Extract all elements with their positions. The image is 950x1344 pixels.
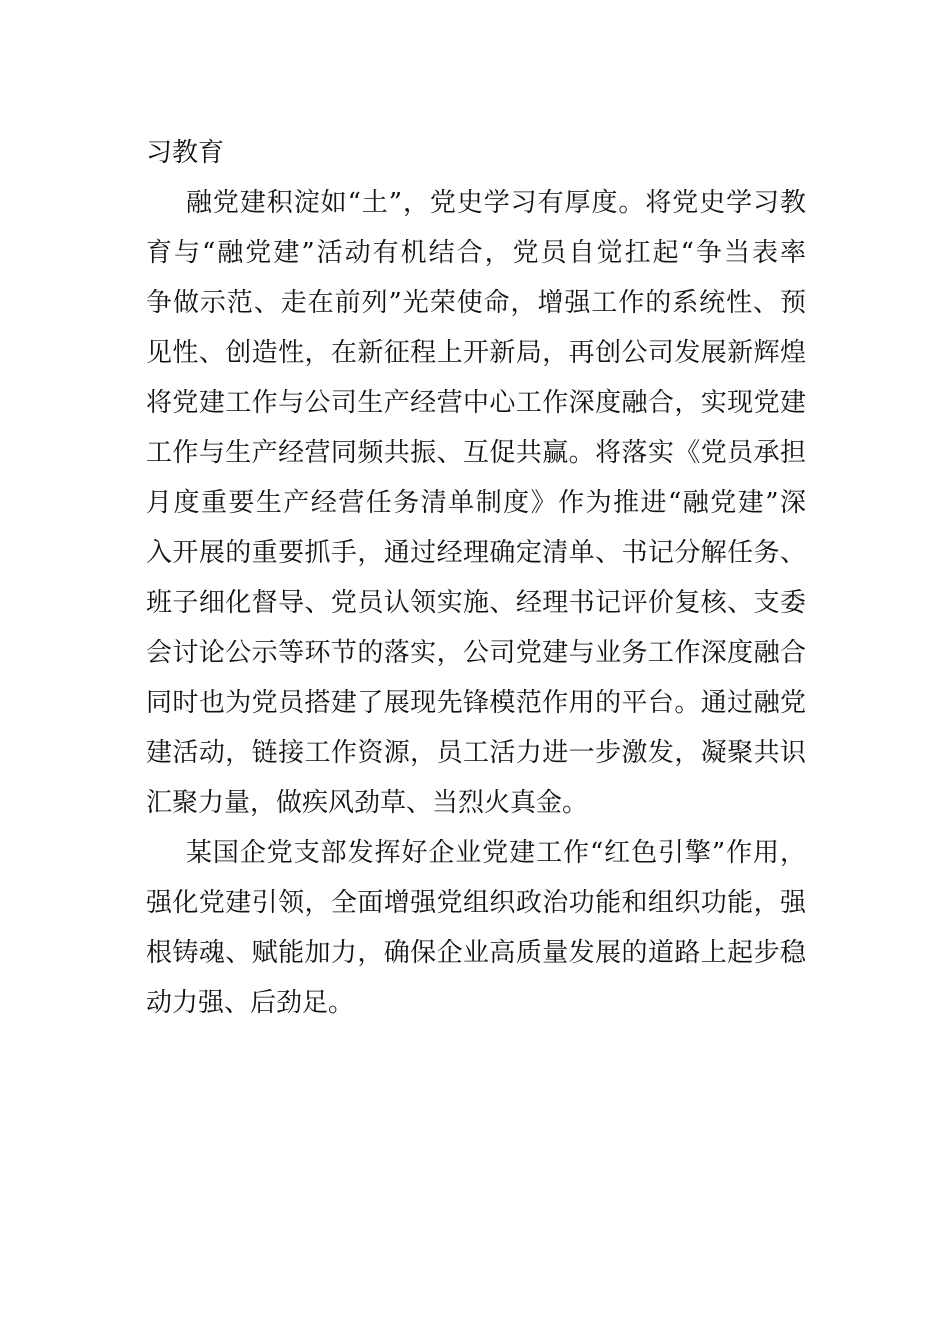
text-line: 同时也为党员搭建了展现先锋模范作用的平台。通过融党 [146, 688, 806, 718]
paragraph-first-line: 融党建积淀如“土”，党史学习有厚度。将党史学习教 [186, 188, 806, 218]
paragraph-first-line: 某国企党支部发挥好企业党建工作“红色引擎”作用， [186, 838, 806, 868]
text-line: 育与“融党建”活动有机结合，党员自觉扛起“争当表率 [146, 238, 806, 268]
text-line: 根铸魂、赋能加力，确保企业高质量发展的道路上起步稳 [146, 938, 806, 968]
document-body [146, 128, 806, 1028]
text-line: 建活动，链接工作资源，员工活力进一步激发，凝聚共识 [146, 738, 806, 768]
text-line: 强化党建引领，全面增强党组织政治功能和组织功能，强 [146, 888, 806, 918]
text-line: 见性、创造性，在新征程上开新局，再创公司发展新辉煌 [146, 338, 806, 368]
paragraph-last-line: 汇聚力量，做疾风劲草、当烈火真金。 [146, 788, 589, 818]
text-line: 班子细化督导、党员认领实施、经理书记评价复核、支委 [146, 588, 806, 618]
text-line: 会讨论公示等环节的落实，公司党建与业务工作深度融合 [146, 638, 806, 668]
text-line: 月度重要生产经营任务清单制度》作为推进“融党建”深 [146, 488, 806, 518]
text-line: 争做示范、走在前列”光荣使命，增强工作的系统性、预 [146, 288, 806, 318]
text-line: 入开展的重要抓手，通过经理确定清单、书记分解任务、 [146, 538, 806, 568]
text-line: 习教育 [146, 138, 225, 168]
text-line: 将党建工作与公司生产经营中心工作深度融合，实现党建 [146, 388, 806, 418]
paragraph-last-line: 动力强、后劲足。 [146, 988, 355, 1018]
text-line: 工作与生产经营同频共振、互促共赢。将落实《党员承担 [146, 438, 806, 468]
